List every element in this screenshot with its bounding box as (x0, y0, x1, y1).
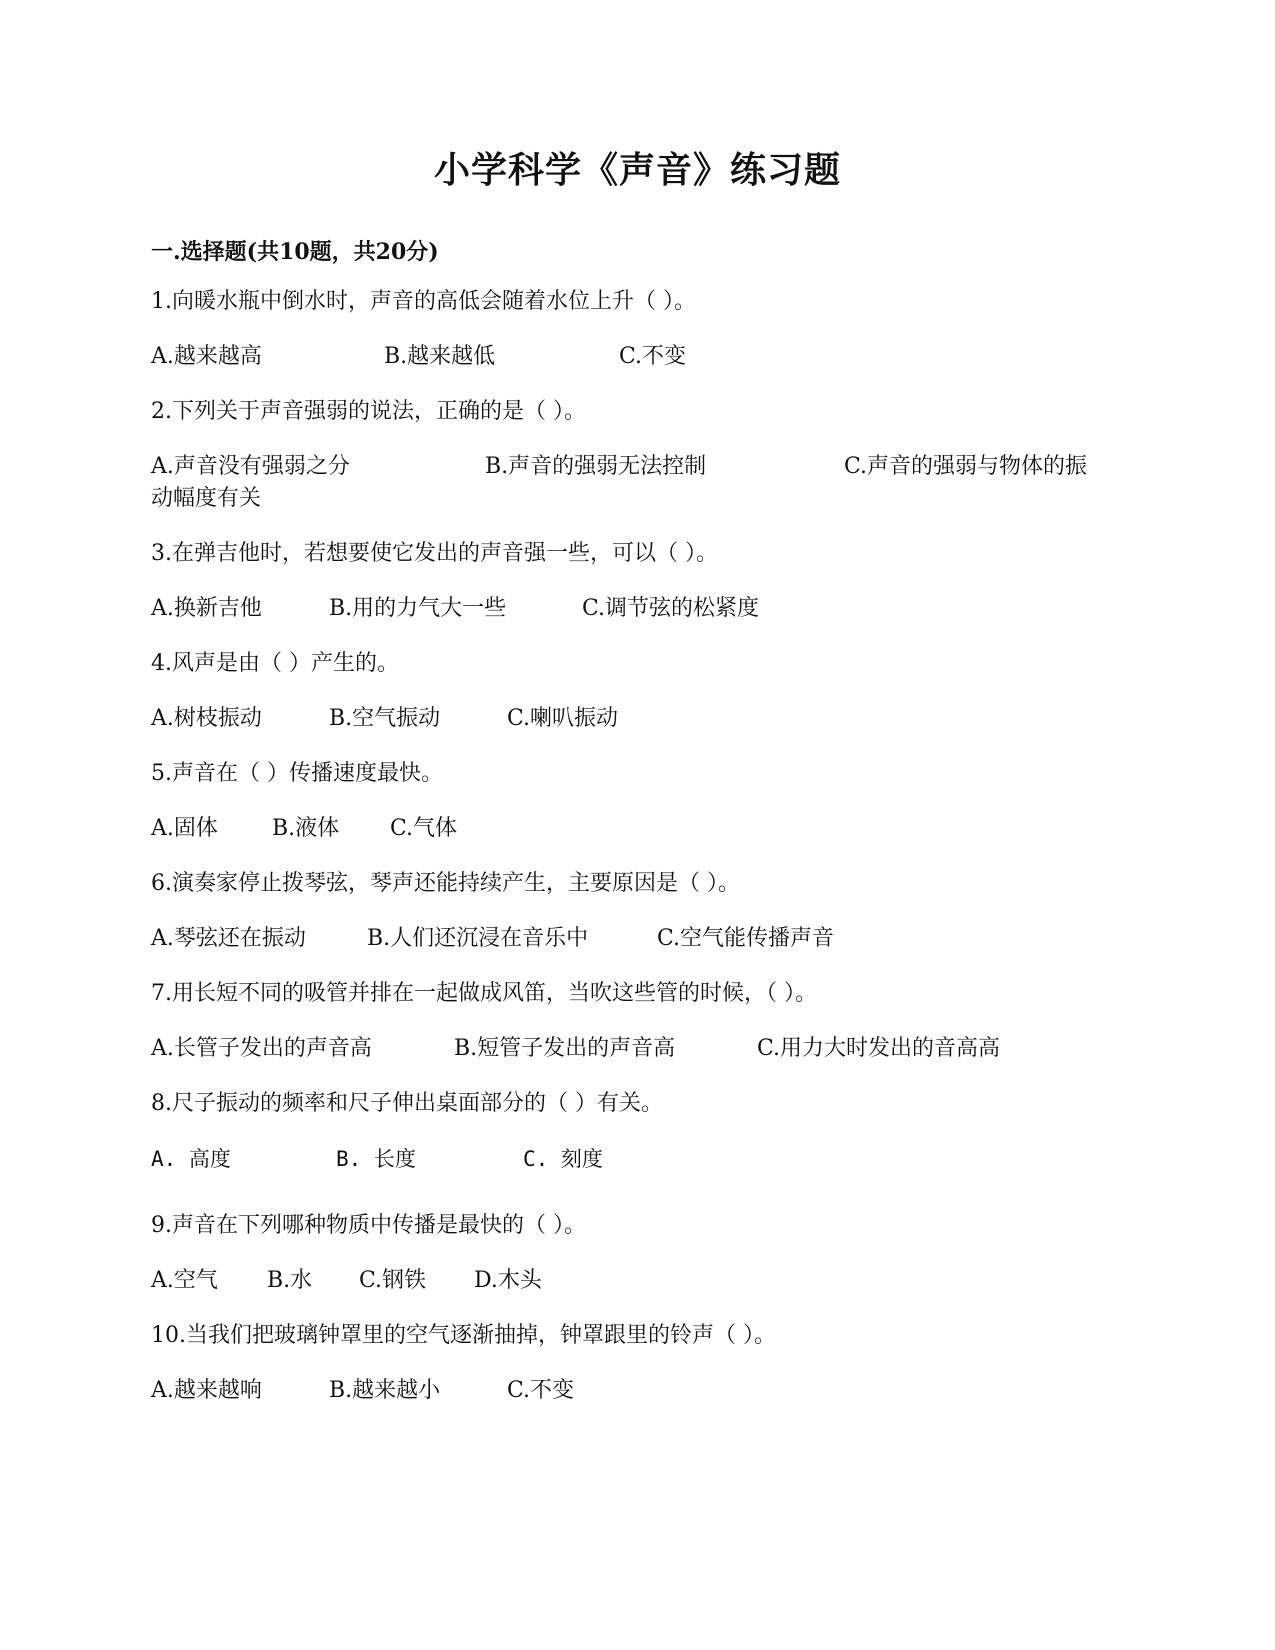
question-9-option-a: A.空气 (151, 1268, 218, 1293)
question-4-option-c: C.喇叭振动 (507, 706, 619, 731)
question-3-option-a: A.换新吉他 (151, 596, 262, 621)
question-1-option-a: A.越来越高 (151, 344, 262, 369)
question-2-option-c-continuation: 动幅度有关 (151, 486, 262, 511)
question-5-stem: 5.声音在（ ）传播速度最快。 (151, 761, 443, 786)
question-6-stem: 6.演奏家停止拨琴弦，琴声还能持续产生，主要原因是（ ）。 (151, 871, 740, 896)
question-6-option-c: C.空气能传播声音 (657, 926, 835, 951)
question-7-option-c: C.用力大时发出的音高高 (757, 1036, 1001, 1061)
question-2-stem: 2.下列关于声音强弱的说法，正确的是（ ）。 (151, 399, 586, 424)
question-2-option-b: B.声音的强弱无法控制 (485, 454, 707, 479)
question-3-option-b: B.用的力气大一些 (329, 596, 507, 621)
question-1-option-b: B.越来越低 (384, 344, 496, 369)
question-10-option-c: C.不变 (507, 1378, 575, 1403)
question-9-option-c: C.钢铁 (359, 1268, 427, 1293)
question-8-option-a: A. 高度 (151, 1147, 231, 1171)
question-8-option-c: C. 刻度 (523, 1147, 603, 1171)
question-4-option-a: A.树枝振动 (151, 706, 262, 731)
question-1-option-c: C.不变 (619, 344, 687, 369)
question-6-option-b: B.人们还沉浸在音乐中 (367, 926, 589, 951)
question-2-option-c: C.声音的强弱与物体的振 (844, 454, 1088, 479)
question-8-option-b: B. 长度 (336, 1147, 416, 1171)
question-5-option-a: A.固体 (151, 816, 218, 841)
question-3-option-c: C.调节弦的松紧度 (582, 596, 760, 621)
page-title: 小学科学《声音》练习题 (433, 149, 841, 191)
question-9-stem: 9.声音在下列哪种物质中传播是最快的（ ）。 (151, 1213, 586, 1238)
question-7-option-a: A.长管子发出的声音高 (151, 1036, 372, 1061)
question-7-stem: 7.用长短不同的吸管并排在一起做成风笛，当吹这些管的时候，（ ）。 (151, 981, 817, 1006)
question-10-option-a: A.越来越响 (151, 1378, 262, 1403)
question-4-stem: 4.风声是由（ ）产生的。 (151, 651, 399, 676)
question-5-option-b: B.液体 (272, 816, 340, 841)
question-5-option-c: C.气体 (390, 816, 458, 841)
question-9-option-b: B.水 (267, 1268, 313, 1293)
question-2-option-a: A.声音没有强弱之分 (151, 454, 350, 479)
question-4-option-b: B.空气振动 (329, 706, 441, 731)
question-6-option-a: A.琴弦还在振动 (151, 926, 306, 951)
question-1-stem: 1.向暖水瓶中倒水时，声音的高低会随着水位上升（ ）。 (151, 289, 696, 314)
question-7-option-b: B.短管子发出的声音高 (454, 1036, 676, 1061)
question-9-option-d: D.木头 (474, 1268, 542, 1293)
section-heading: 一.选择题(共10题，共20分) (151, 239, 439, 265)
question-8-stem: 8.尺子振动的频率和尺子伸出桌面部分的（ ）有关。 (151, 1091, 663, 1116)
question-10-stem: 10.当我们把玻璃钟罩里的空气逐渐抽掉，钟罩跟里的铃声（ ）。 (151, 1323, 776, 1348)
question-10-option-b: B.越来越小 (329, 1378, 441, 1403)
question-3-stem: 3.在弹吉他时，若想要使它发出的声音强一些，可以（ ）。 (151, 541, 718, 566)
